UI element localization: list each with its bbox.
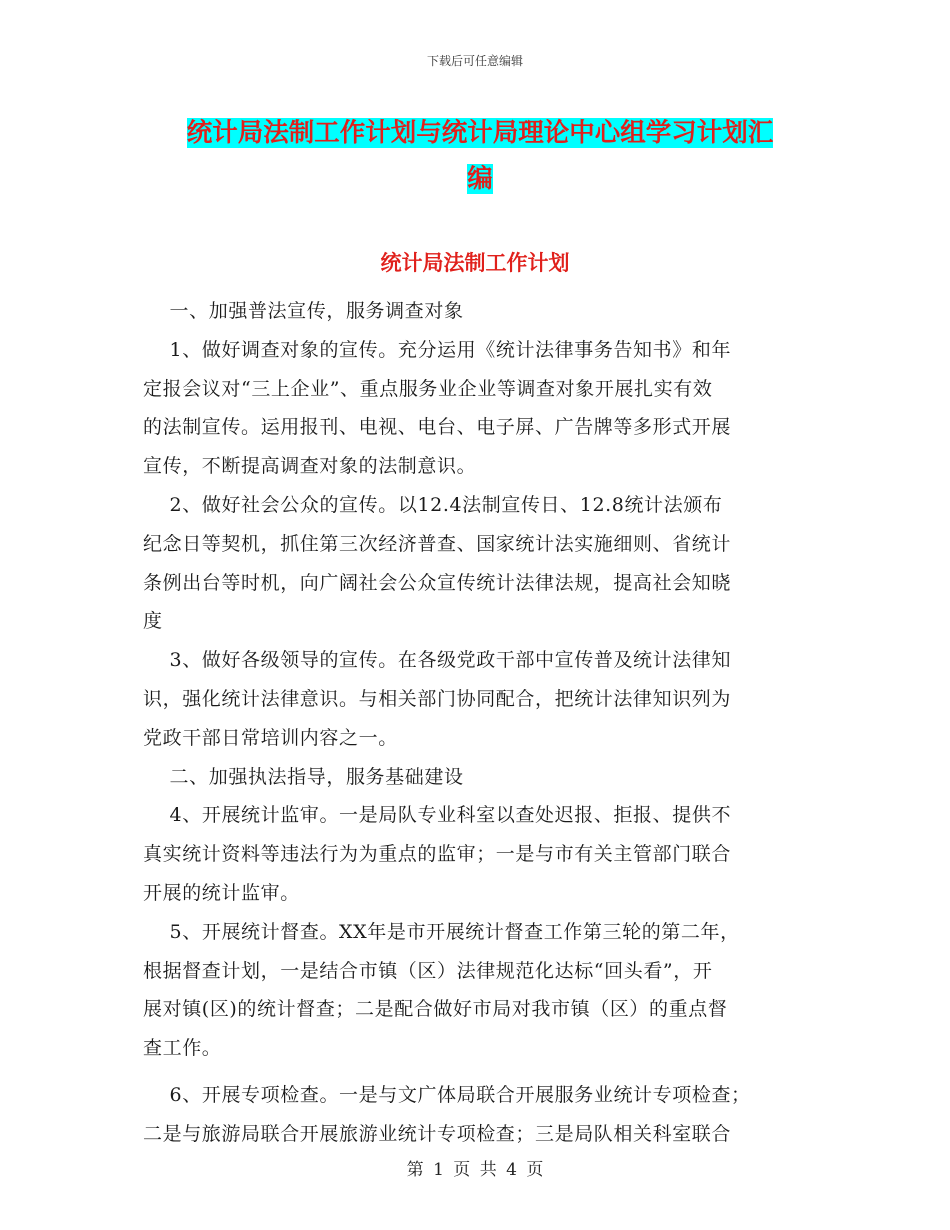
header-note: 下载后可任意编辑 — [426, 54, 523, 68]
section-title: 统计局法制工作计划 — [380, 251, 570, 275]
body-text — [143, 292, 833, 1154]
text-line: 3、做好各级领导的宣传。在各级党政干部中宣传普及统计法律知 — [143, 649, 732, 672]
text-line: 的法制宣传。运用报刊、电视、电台、电子屏、广告牌等多形式开展 — [143, 416, 732, 439]
text-line: 二、加强执法指导，服务基础建设 — [143, 765, 464, 788]
document-title-line-2: 编 — [467, 164, 493, 194]
text-line: 查工作。 — [143, 1037, 222, 1060]
text-line: 5、开展统计督查。XX年是市开展统计督查工作第三轮的第二年， — [143, 920, 740, 943]
text-line: 定报会议对“三上企业”、重点服务业企业等调查对象开展扎实有效 — [143, 377, 713, 400]
text-line: 识，强化统计法律意识。与相关部门协同配合，把统计法律知识列为 — [143, 687, 732, 710]
text-line: 真实统计资料等违法行为为重点的监审；一是与市有关主管部门联合 — [143, 843, 732, 866]
text-line: 纪念日等契机，抓住第三次经济普查、国家统计法实施细则、省统计 — [143, 532, 732, 555]
page-footer: 第 1 页 共 4 页 — [406, 1160, 544, 1180]
text-line: 一、加强普法宣传，服务调查对象 — [143, 300, 464, 322]
text-line: 根据督查计划，一是结合市镇（区）法律规范化达标“回头看”，开 — [143, 959, 713, 982]
text-line: 条例出台等时机，向广阔社会公众宣传统计法律法规，提高社会知晓 — [143, 571, 732, 594]
text-line: 展对镇(区)的统计督查；二是配合做好市局对我市镇（区）的重点督 — [143, 998, 728, 1021]
text-line: 1、做好调查对象的宣传。充分运用《统计法律事务告知书》和年 — [143, 338, 732, 361]
text-line: 2、做好社会公众的宣传。以12.4法制宣传日、12.8统计法颁布 — [143, 493, 723, 516]
text-line: 宣传，不断提高调查对象的法制意识。 — [143, 455, 477, 478]
text-line: 二是与旅游局联合开展旅游业统计专项检查；三是局队相关科室联合 — [143, 1122, 732, 1145]
text-line: 6、开展专项检查。一是与文广体局联合开展服务业统计专项检查； — [143, 1083, 751, 1106]
text-line: 党政干部日常培训内容之一。 — [143, 726, 398, 749]
text-line: 度 — [143, 610, 163, 633]
document-title-line-1: 统计局法制工作计划与统计局理论中心组学习计划汇 — [186, 118, 774, 148]
text-line: 开展的统计监审。 — [143, 881, 300, 904]
text-line: 4、开展统计监审。一是局队专业科室以查处迟报、拒报、提供不 — [143, 804, 732, 827]
document-title — [130, 110, 830, 202]
